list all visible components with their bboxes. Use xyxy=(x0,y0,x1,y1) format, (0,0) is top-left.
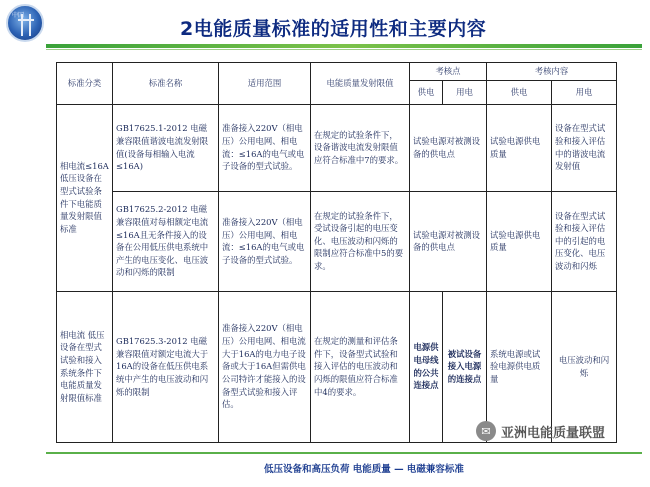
content-supply-cell: 系统电源或试验电源供电质量 xyxy=(487,291,552,442)
scope-cell: 准备接入220V（相电压）公用电网、相电流：≤16A的电气或电子设备的型式试验。 xyxy=(219,191,311,291)
content-use-cell: 电压波动和闪烁 xyxy=(552,291,617,442)
header-assess-point: 考核点 xyxy=(410,63,487,81)
standard-name-cell: GB17625.3-2012 电磁兼容限值对额定电流大于16A的设备在低压供电系统中产生的电压波动和闪烁的限制 xyxy=(113,291,219,442)
standard-name-cell: GB17625.1-2012 电磁兼容限值谐波电流发射限值(设备每相输入电流≤16A) xyxy=(113,104,219,191)
category-cell: 相电流≤16A低压设备在型式试验条件下电能质量发射限值标准 xyxy=(57,104,113,291)
footer-divider xyxy=(46,452,642,454)
power-tower-icon xyxy=(21,14,31,36)
header-point-use: 用电 xyxy=(443,80,487,104)
watermark xyxy=(476,419,605,443)
limits-cell: 在规定的测量和评估条件下，设备型式试验和接入评估的电压波动和闪烁的限值应符合标准中4的要求。 xyxy=(311,291,410,442)
point-use-cell: 被试设备接入电源的连接点 xyxy=(443,291,487,442)
header-row-1 xyxy=(57,63,617,81)
content-supply-cell: 试验电源供电质量 xyxy=(487,104,552,191)
header-point-supply: 供电 xyxy=(410,80,443,104)
standards-table xyxy=(56,62,617,443)
standard-name-cell: GB17625.2-2012 电磁兼容限值对每相额定电流≤16A且无条件接入的设备在公用低压供电系统中产生的电压变化、电压波动和闪烁的限制 xyxy=(113,191,219,291)
standards-table-container xyxy=(56,62,616,441)
table-row xyxy=(57,191,617,291)
header-assess-content: 考核内容 xyxy=(487,63,617,81)
header-scope: 适用范围 xyxy=(219,63,311,105)
content-use-cell: 设备在型式试验和接入评估中的引起的电压变化、电压波动和闪烁 xyxy=(552,191,617,291)
content-use-cell: 设备在型式试验和接入评估中的谐波电流发射值 xyxy=(552,104,617,191)
assess-point-cell: 试验电源对被测设备的供电点 xyxy=(410,191,487,291)
title-divider-thin xyxy=(46,49,642,50)
limits-cell: 在规定的试验条件下，受试设备引起的电压变化、电压波动和闪烁的限制应符合标准中5的要求。 xyxy=(311,191,410,291)
title-divider xyxy=(46,44,642,48)
assess-point-cell: 试验电源对被测设备的供电点 xyxy=(410,104,487,191)
point-supply-cell: 电源供电母线的公共连接点 xyxy=(410,291,443,442)
page-title: 2电能质量标准的适用性和主要内容 xyxy=(180,18,487,40)
header-content-supply: 供电 xyxy=(487,80,552,104)
wechat-icon: ✉ xyxy=(476,421,496,441)
scope-cell: 准备接入220V（相电压）公用电网、相电流大于16A的电力电子设备或大于16A但需供电公司特许才能接入的设备型式试验和接入评估。 xyxy=(219,291,311,442)
scope-cell: 准备接入220V（相电压）公用电网、相电流：≤16A的电气或电子设备的型式试验。 xyxy=(219,104,311,191)
table-row xyxy=(57,104,617,191)
limits-cell: 在规定的试验条件下，设备谐波电流发射限值应符合标准中7的要求。 xyxy=(311,104,410,191)
logo-text: 中国 xyxy=(12,12,25,19)
header-content-use: 用电 xyxy=(552,80,617,104)
header-limits: 电能质量发射限值 xyxy=(311,63,410,105)
organization-logo xyxy=(6,4,44,42)
header-category: 标准分类 xyxy=(57,63,113,105)
content-supply-cell: 试验电源供电质量 xyxy=(487,191,552,291)
watermark-text: 亚洲电能质量联盟 xyxy=(501,425,606,441)
category-cell: 相电流 低压设备在型式试验和接入系统条件下电能质量发射限值标准 xyxy=(57,291,113,442)
footer-text: 低压设备和高压负荷 电能质量 — 电磁兼容标准 xyxy=(264,464,464,475)
header-name: 标准名称 xyxy=(113,63,219,105)
